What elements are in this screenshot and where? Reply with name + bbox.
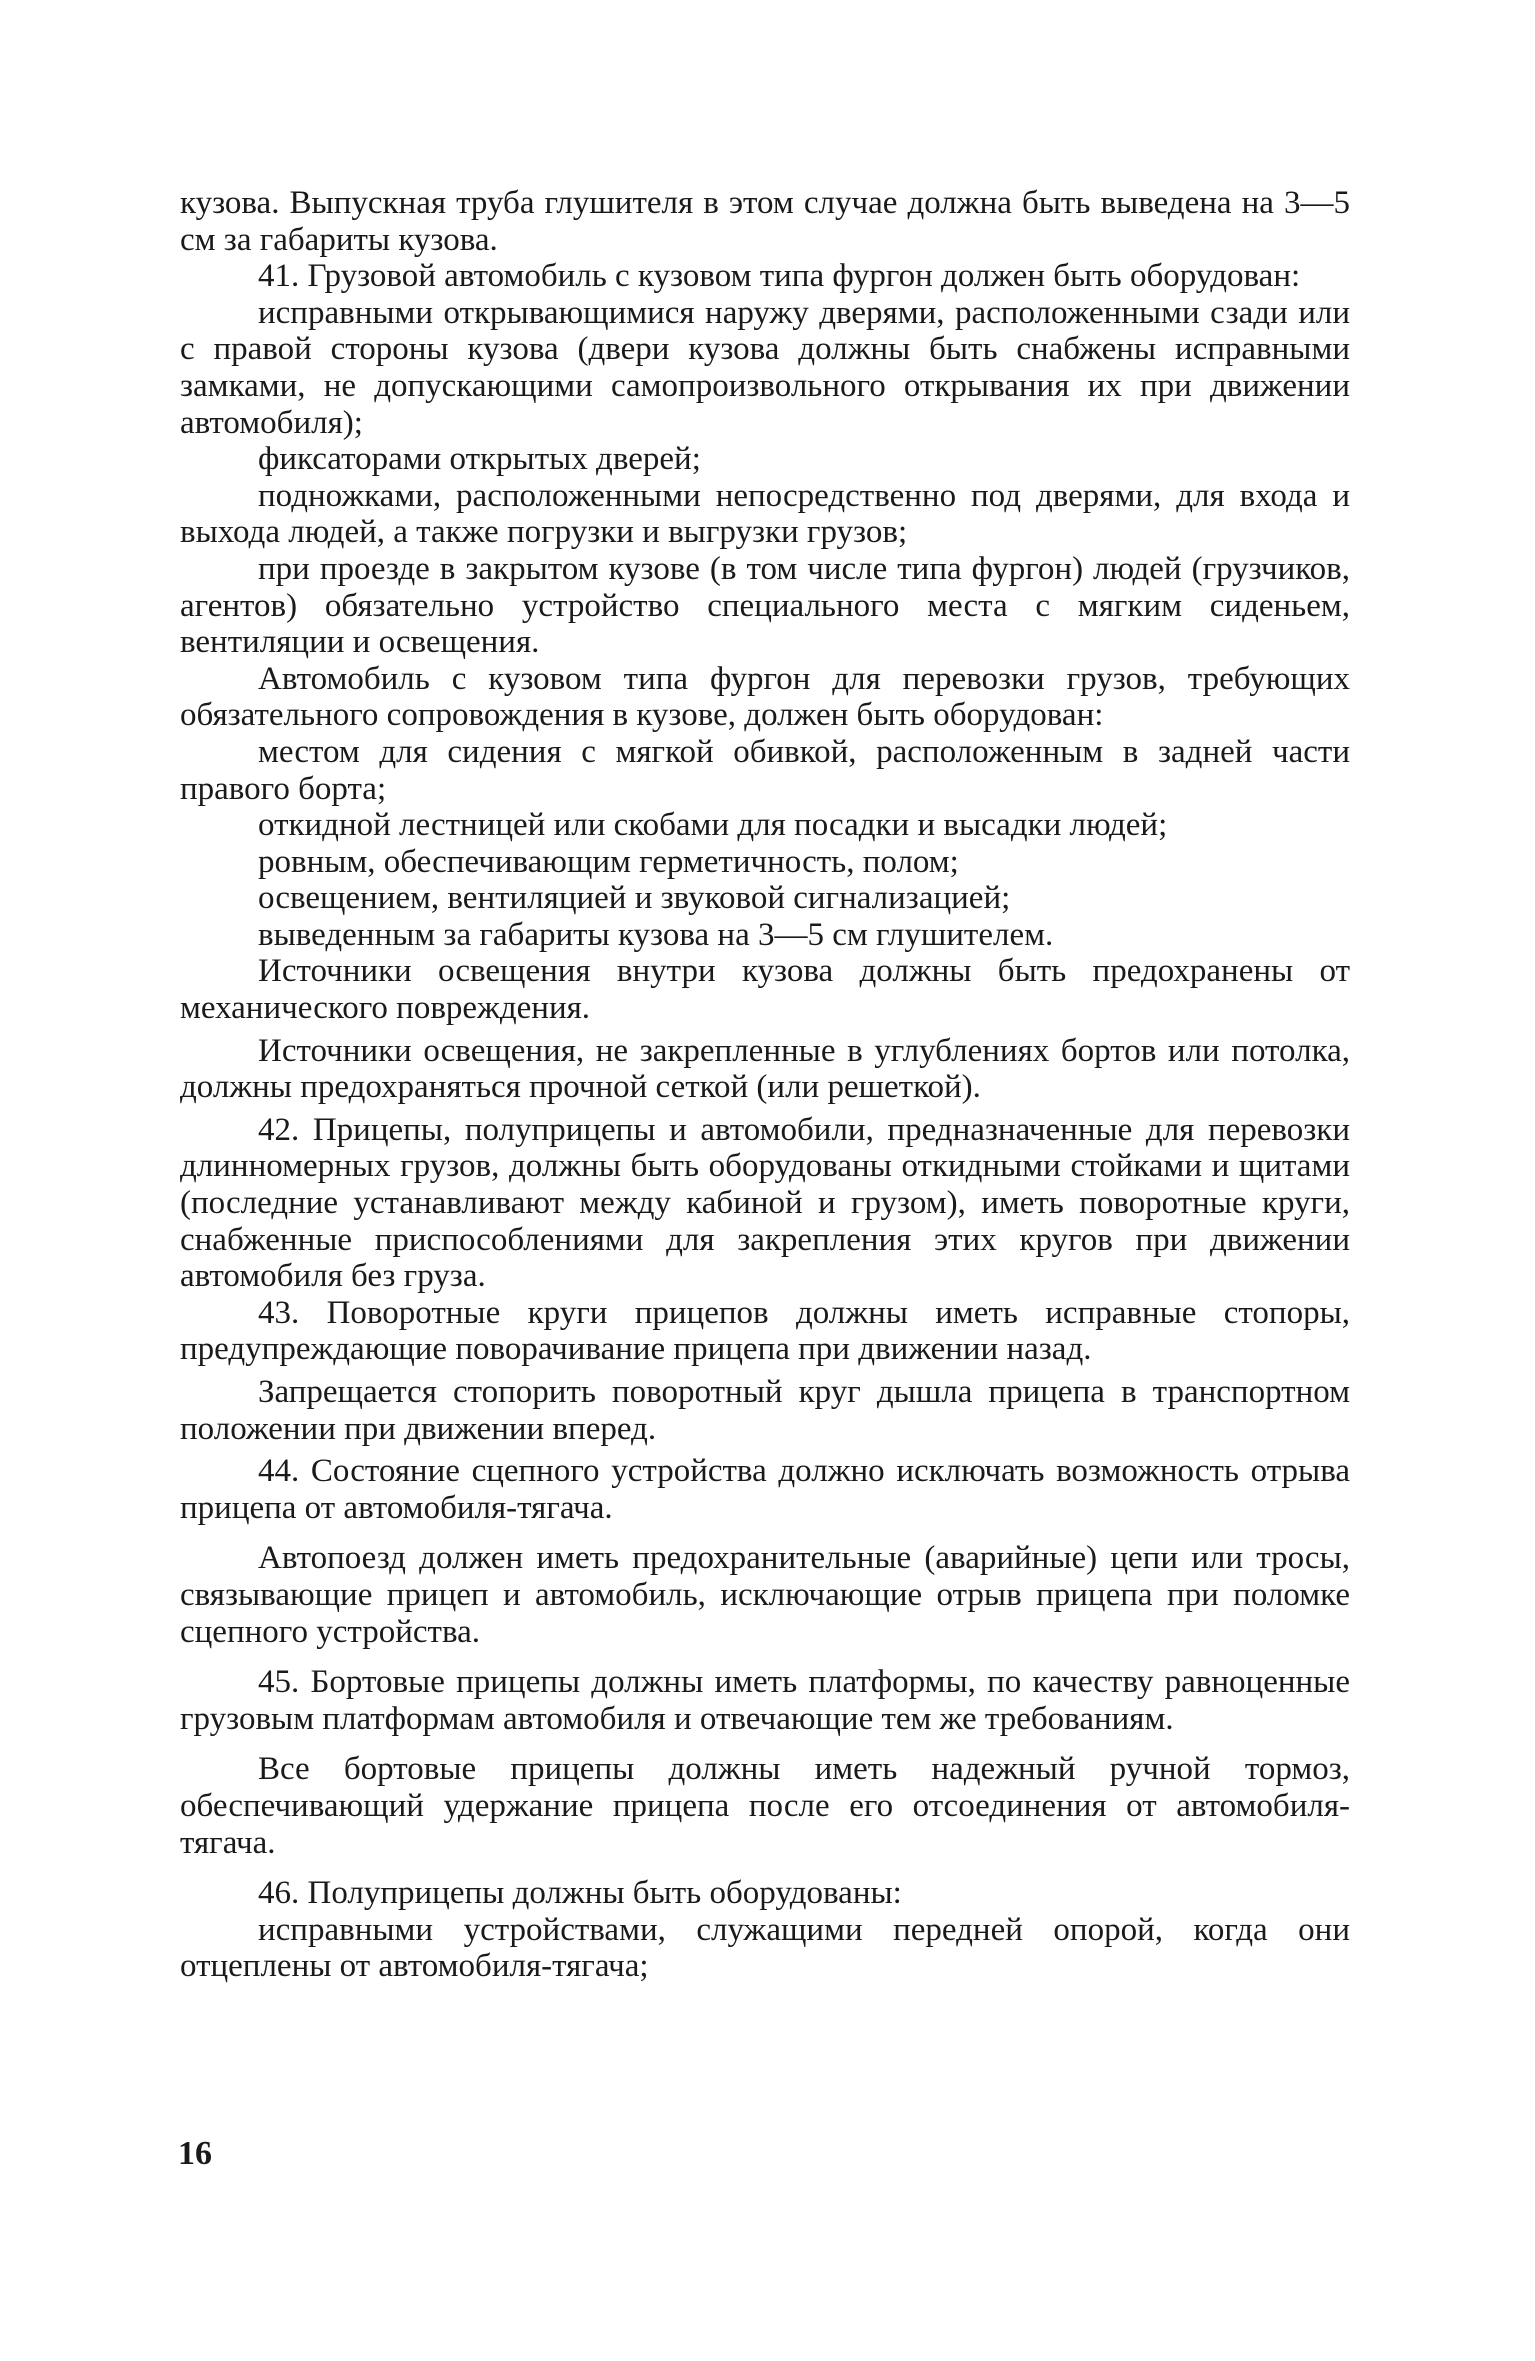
paragraph: подножками, расположенными непосредственно под дверями, для входа и выхода людей, а также погрузки и выгрузки грузов; [180,477,1350,551]
paragraph: 43. Поворотные круги прицепов должны иметь исправные стопоры, предупреждающие поворачивание прицепа при движении назад. [180,1294,1350,1368]
paragraph: 45. Бортовые прицепы должны иметь платформы, по качеству равноценные грузовым платформам автомобиля и отвечающие тем же требованиям. [180,1664,1350,1737]
paragraph: 42. Прицепы, полуприцепы и автомобили, предназначенные для перевозки длинномерных грузов, должны быть оборудованы откидными стойками и щитами (последние устанавливают между кабиной и грузом), иметь поворотные круги, снабженные приспособлениями для закрепления этих кругов при движении автомобиля без груза. [180,1111,1350,1295]
paragraph: кузова. Выпускная труба глушителя в этом случае должна быть выведена на 3—5 см за габариты кузова. [180,185,1350,258]
body-text [180,185,1350,1985]
paragraph: освещением, вентиляцией и звуковой сигнализацией; [258,880,1011,917]
page-number: 16 [178,2135,212,2172]
paragraph: 46. Полуприцепы должны быть оборудованы: [258,1875,902,1912]
paragraph: выведенным за габариты кузова на 3—5 см глушителем. [258,916,1054,953]
paragraph: местом для сидения с мягкой обивкой, расположенным в задней части правого борта; [180,733,1350,807]
paragraph: 44. Состояние сцепного устройства должно исключать возможность отрыва прицепа от автомобиля-тягача. [180,1453,1350,1526]
paragraph: Автопоезд должен иметь предохранительные (аварийные) цепи или тросы, связывающие прицеп и автомобиль, исключающие отрыв прицепа при поломке сцепного устройства. [180,1540,1350,1650]
paragraph: исправными открывающимися наружу дверями, расположенными сзади или с правой стороны кузова (двери кузова должны быть снабжены исправными замками, не допускающими самопроизвольного открывания их при движении автомобиля); [180,294,1350,441]
paragraph: ровным, обеспечивающим герметичность, полом; [258,843,959,880]
paragraph: исправными устройствами, служащими передней опорой, когда они отцеплены от автомобиля-тягача; [180,1911,1350,1985]
paragraph: Источники освещения, не закрепленные в углублениях бортов или потолка, должны предохраняться прочной сеткой (или решеткой). [180,1032,1350,1106]
paragraph: 41. Грузовой автомобиль с кузовом типа фургон должен быть оборудован: [258,258,1301,295]
paragraph: Источники освещения внутри кузова должны быть предохранены от механического повреждения. [180,953,1350,1027]
paragraph: Все бортовые прицепы должны иметь надежный ручной тормоз, обеспечивающий удержание прицепа после его отсоединения от автомобиля-тягача. [180,1751,1350,1861]
paragraph: при проезде в закрытом кузове (в том числе типа фургон) людей (грузчиков, агентов) обязательно устройство специального места с мягким сиденьем, вентиляции и освещения. [180,550,1350,661]
paragraph: откидной лестницей или скобами для посадки и высадки людей; [258,807,1168,844]
paragraph: Автомобиль с кузовом типа фургон для перевозки грузов, требующих обязательного сопровождения в кузове, должен быть оборудован: [180,660,1350,734]
paragraph: фиксаторами открытых дверей; [258,441,701,478]
paragraph: Запрещается стопорить поворотный круг дышла прицепа в транспортном положении при движении вперед. [180,1374,1350,1447]
